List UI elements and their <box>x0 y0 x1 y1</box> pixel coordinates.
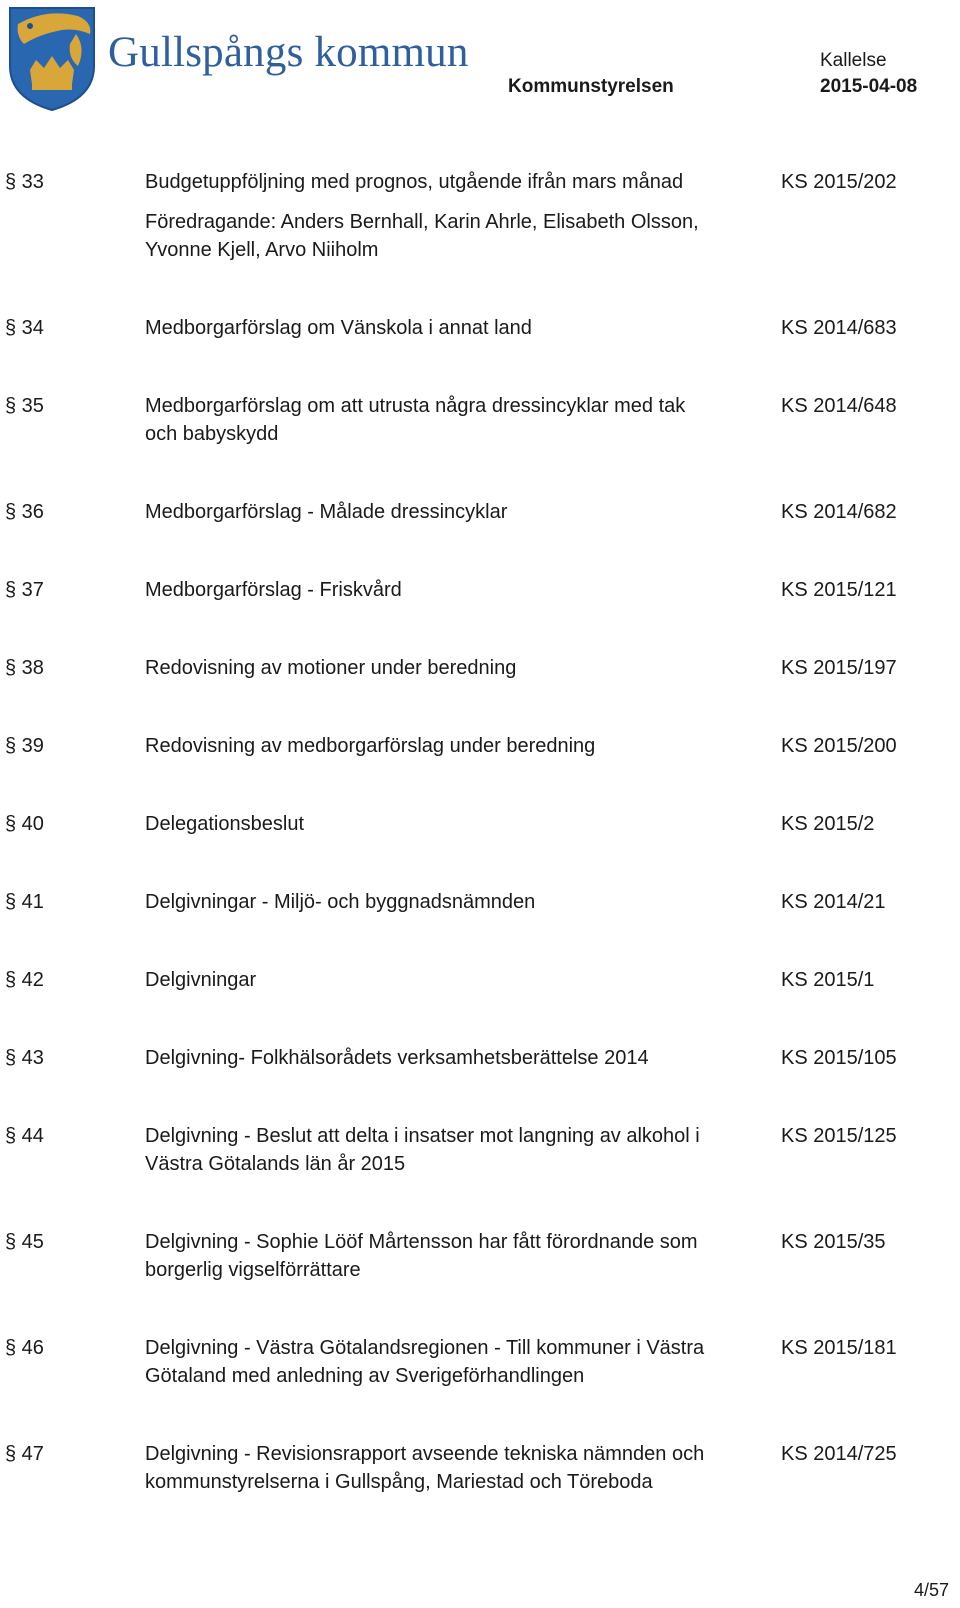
paragraph-number: § 34 <box>5 317 44 339</box>
agenda-item <box>0 392 960 448</box>
paragraph-number: § 40 <box>5 813 44 835</box>
title-line: borgerlig vigselförrättare <box>145 1259 361 1281</box>
title-line: Redovisning av medborgarförslag under beredning <box>145 735 596 757</box>
title-line: Medborgarförslag - Målade dressincyklar <box>145 501 508 523</box>
case-number: KS 2014/21 <box>781 891 886 913</box>
page-header <box>0 0 960 120</box>
agenda-list <box>0 168 960 1496</box>
agenda-item-title <box>145 392 781 448</box>
agenda-item <box>0 576 960 604</box>
agenda-item <box>0 654 960 682</box>
agenda-item <box>0 498 960 526</box>
agenda-item <box>0 1440 960 1496</box>
paragraph-number: § 33 <box>5 171 44 193</box>
page-number: 4/57 <box>914 1580 950 1600</box>
case-number: KS 2015/200 <box>781 735 897 757</box>
agenda-item-title <box>145 498 781 526</box>
agenda-item <box>0 1044 960 1072</box>
agenda-item-title <box>145 810 781 838</box>
agenda-item <box>0 810 960 838</box>
paragraph-number: § 42 <box>5 969 44 991</box>
agenda-item <box>0 168 960 264</box>
case-number: KS 2015/2 <box>781 813 875 835</box>
case-number: KS 2014/682 <box>781 501 897 523</box>
case-number: KS 2015/1 <box>781 969 875 991</box>
case-number: KS 2015/35 <box>781 1231 886 1253</box>
board-name: Kommunstyrelsen <box>508 76 674 97</box>
paragraph-number: § 37 <box>5 579 44 601</box>
paragraph-number: § 41 <box>5 891 44 913</box>
agenda-item-title <box>145 966 781 994</box>
title-line: Redovisning av motioner under beredning <box>145 657 517 679</box>
title-line: Delgivning - Sophie Lööf Mårtensson har fått förordnande som <box>145 1231 698 1253</box>
municipality-name: Gullspångs kommun <box>108 29 469 76</box>
case-number: KS 2015/125 <box>781 1125 897 1147</box>
title-line: Delgivningar <box>145 969 257 991</box>
case-number: KS 2015/181 <box>781 1337 897 1359</box>
presenter-list <box>145 208 769 264</box>
title-line: Medborgarförslag om att utrusta några dressincyklar med tak <box>145 395 686 417</box>
title-line: Budgetuppföljning med prognos, utgående ifrån mars månad <box>145 171 684 193</box>
case-number: KS 2015/121 <box>781 579 897 601</box>
presenter-line: Föredragande: Anders Bernhall, Karin Ahrle, Elisabeth Olsson, <box>145 211 699 233</box>
case-number: KS 2015/105 <box>781 1047 897 1069</box>
presenter-line: Yvonne Kjell, Arvo Niiholm <box>145 239 379 261</box>
title-line: Delgivning - Revisionsrapport avseende tekniska nämnden och <box>145 1443 705 1465</box>
agenda-item-title <box>145 654 781 682</box>
title-line: Delgivning- Folkhälsorådets verksamhetsberättelse 2014 <box>145 1047 649 1069</box>
document-type: Kallelse <box>820 50 887 71</box>
agenda-item-title <box>145 1044 781 1072</box>
case-number: KS 2015/202 <box>781 171 897 193</box>
agenda-item <box>0 966 960 994</box>
agenda-item <box>0 888 960 916</box>
agenda-item-title <box>145 314 781 342</box>
paragraph-number: § 46 <box>5 1337 44 1359</box>
agenda-item <box>0 1334 960 1390</box>
agenda-item-title <box>145 888 781 916</box>
agenda-item <box>0 314 960 342</box>
case-number: KS 2015/197 <box>781 657 897 679</box>
paragraph-number: § 44 <box>5 1125 44 1147</box>
title-line: Delgivningar - Miljö- och byggnadsnämnden <box>145 891 536 913</box>
paragraph-number: § 45 <box>5 1231 44 1253</box>
agenda-item <box>0 1122 960 1178</box>
paragraph-number: § 38 <box>5 657 44 679</box>
case-number: KS 2014/648 <box>781 395 897 417</box>
title-line: och babyskydd <box>145 423 279 445</box>
agenda-item-title <box>145 576 781 604</box>
case-number: KS 2014/725 <box>781 1443 897 1465</box>
agenda-item <box>0 732 960 760</box>
agenda-item-title <box>145 1122 781 1178</box>
title-line: Västra Götalands län år 2015 <box>145 1153 406 1175</box>
paragraph-number: § 39 <box>5 735 44 757</box>
title-line: Medborgarförslag - Friskvård <box>145 579 402 601</box>
coat-of-arms-icon <box>6 4 98 112</box>
title-line: Delegationsbeslut <box>145 813 304 835</box>
title-line: Götaland med anledning av Sverigeförhandlingen <box>145 1365 585 1387</box>
title-line: Delgivning - Västra Götalandsregionen - Till kommuner i Västra <box>145 1337 705 1359</box>
paragraph-number: § 35 <box>5 395 44 417</box>
title-line: Medborgarförslag om Vänskola i annat land <box>145 317 532 339</box>
paragraph-number: § 36 <box>5 501 44 523</box>
agenda-item-title <box>145 1440 781 1496</box>
agenda-item-title <box>145 732 781 760</box>
title-line: Delgivning - Beslut att delta i insatser mot langning av alkohol i <box>145 1125 700 1147</box>
paragraph-number: § 47 <box>5 1443 44 1465</box>
document-date: 2015-04-08 <box>820 76 918 97</box>
case-number: KS 2014/683 <box>781 317 897 339</box>
paragraph-number: § 43 <box>5 1047 44 1069</box>
agenda-item-title <box>145 168 781 264</box>
agenda-item-title <box>145 1334 781 1390</box>
title-line: kommunstyrelserna i Gullspång, Mariestad och Töreboda <box>145 1471 653 1493</box>
agenda-item <box>0 1228 960 1284</box>
agenda-item-title <box>145 1228 781 1284</box>
